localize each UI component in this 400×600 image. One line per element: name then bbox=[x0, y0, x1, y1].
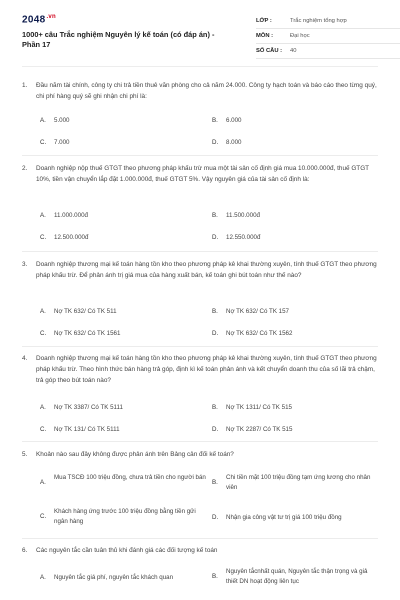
option-label: A. bbox=[40, 308, 46, 315]
meta-row-count bbox=[256, 44, 400, 59]
question-body: Khoản nào sau đây không được phản ánh trên Bảng cân đối kế toán? bbox=[36, 451, 234, 458]
question-number: 1. bbox=[22, 82, 28, 89]
question-text bbox=[22, 449, 378, 460]
question-number: 5. bbox=[22, 451, 28, 458]
question-text bbox=[22, 353, 378, 386]
option-text: Nguyên tắcnhất quán, Nguyên tắc thận trọng và giả thiết DN hoạt động liên tục bbox=[226, 568, 368, 585]
meta-key: SỐ CÂU : bbox=[256, 48, 283, 54]
option-text: Nợ TK 3387/ Có TK 5111 bbox=[54, 404, 123, 411]
option-text: Mua TSCĐ 100 triệu đồng, chưa trả tiền cho người bán bbox=[54, 474, 206, 481]
site-logo[interactable] bbox=[22, 14, 56, 25]
option-text: Nợ TK 632/ Có TK 1561 bbox=[54, 330, 121, 337]
option-text: Nguyên tắc giá phí, nguyên tắc khách quan bbox=[54, 574, 174, 581]
question-body: Đầu năm tài chính, công ty chi trả tiền thuê văn phòng cho cả năm 24.000. Công ty hạch toán và báo cáo theo từng quý, chi phí hàng quý sẽ ghi nhận chi phí là: bbox=[36, 82, 377, 100]
meta-row-class bbox=[256, 14, 400, 29]
logo-tld: .vn bbox=[46, 14, 57, 20]
option-label: D. bbox=[212, 514, 219, 521]
option-text: 11.000.000đ bbox=[54, 212, 88, 219]
option-label: A. bbox=[40, 479, 46, 486]
question-divider bbox=[22, 155, 378, 156]
option-text: 6.000 bbox=[226, 117, 242, 124]
option-text: Nợ TK 2287/ Có TK 515 bbox=[226, 426, 293, 433]
option-text: Khách hàng ứng trước 100 triệu đồng bằng tiền gửi ngân hàng bbox=[54, 508, 196, 525]
meta-value: Trắc nghiệm tổng hợp bbox=[290, 18, 347, 24]
question-text bbox=[22, 545, 378, 556]
option-text: Chi tiền mặt 100 triệu đồng tạm ứng lương cho nhân viên bbox=[226, 474, 371, 491]
logo-text: 2048 bbox=[22, 14, 46, 26]
question-divider bbox=[22, 441, 378, 442]
meta-key: MÔN : bbox=[256, 33, 274, 39]
option-label: B. bbox=[212, 117, 218, 124]
option-text: Nhận gia công vật tư trị giá 100 triệu đồng bbox=[226, 514, 342, 521]
option-text: Nợ TK 1311/ Có TK 515 bbox=[226, 404, 292, 411]
question-number: 4. bbox=[22, 355, 28, 362]
option-label: B. bbox=[212, 479, 218, 486]
option-text: 11.500.000đ bbox=[226, 212, 260, 219]
option-label: A. bbox=[40, 212, 46, 219]
meta-value: Đại học bbox=[290, 33, 310, 39]
option-text: Nợ TK 632/ Có TK 157 bbox=[226, 308, 289, 315]
page-header bbox=[22, 14, 378, 58]
question-body: Doanh nghiệp thương mại kế toán hàng tồn kho theo phương pháp kê khai thường xuyên, tính thuế GTGT theo phương pháp khấu trừ. Theo hình thức bán hàng trả góp, định kì kế toán phản ánh và kết chuyển doanh thu của số lãi trả chậm, trả góp theo bút toán nào? bbox=[36, 355, 377, 384]
option-text: Nợ TK 632/ Có TK 511 bbox=[54, 308, 117, 315]
option-label: B. bbox=[212, 404, 218, 411]
meta-row-subject bbox=[256, 29, 400, 44]
question-body: Doanh nghiệp thương mại kế toán hàng tồn kho theo phương pháp kê khai thường xuyên, tính thuế GTGT theo phương pháp khấu trừ. Để phản ánh trị giá mua của hàng xuất bán, kế toán ghi bút toán như thế nào? bbox=[36, 261, 377, 279]
question-text bbox=[22, 80, 378, 102]
question-divider bbox=[22, 538, 378, 539]
option-label: A. bbox=[40, 404, 46, 411]
question-number: 3. bbox=[22, 261, 28, 268]
option-label: A. bbox=[40, 574, 46, 581]
option-label: D. bbox=[212, 330, 219, 337]
meta-table bbox=[256, 14, 400, 59]
option-label: D. bbox=[212, 234, 219, 241]
option-label: A. bbox=[40, 117, 46, 124]
option-label: B. bbox=[212, 212, 218, 219]
meta-key: LỚP : bbox=[256, 18, 272, 24]
question-body: Các nguyên tắc cần tuân thủ khi đánh giá các đối tượng kế toán bbox=[36, 547, 218, 554]
option-label: D. bbox=[212, 139, 219, 146]
question-number: 6. bbox=[22, 547, 28, 554]
option-label: D. bbox=[212, 426, 219, 433]
option-label: C. bbox=[40, 234, 47, 241]
question-divider bbox=[22, 251, 378, 252]
question-text bbox=[22, 163, 378, 185]
question-number: 2. bbox=[22, 165, 28, 172]
option-label: B. bbox=[212, 308, 218, 315]
option-label: C. bbox=[40, 330, 47, 337]
meta-value: 40 bbox=[290, 48, 297, 54]
option-text: 5.000 bbox=[54, 117, 70, 124]
option-text: Nợ TK 131/ Có TK 5111 bbox=[54, 426, 120, 433]
option-text: 12.550.000đ bbox=[226, 234, 261, 241]
option-text: 8.000 bbox=[226, 139, 242, 146]
option-label: C. bbox=[40, 139, 47, 146]
option-text: 12.500.000đ bbox=[54, 234, 89, 241]
page-title: 1000+ câu Trắc nghiệm Nguyên lý kế toán (có đáp án) - Phần 17 bbox=[22, 30, 215, 49]
option-label: C. bbox=[40, 426, 47, 433]
option-text: 7.000 bbox=[54, 139, 70, 146]
question-divider bbox=[22, 346, 378, 347]
question-text bbox=[22, 259, 378, 281]
header-divider bbox=[22, 66, 378, 67]
option-label: B. bbox=[212, 573, 218, 580]
option-text: Nợ TK 632/ Có TK 1562 bbox=[226, 330, 293, 337]
question-body: Doanh nghiệp nộp thuế GTGT theo phương pháp khấu trừ mua một tài sản cố định giá mua 10.000.000đ, thuế GTGT 10%, tiền vận chuyển lắp đặt 1.000.000đ, thuế GTGT 5%. Vậy nguyên giá của tài sản cố định là: bbox=[36, 165, 369, 183]
option-label: C. bbox=[40, 513, 47, 520]
